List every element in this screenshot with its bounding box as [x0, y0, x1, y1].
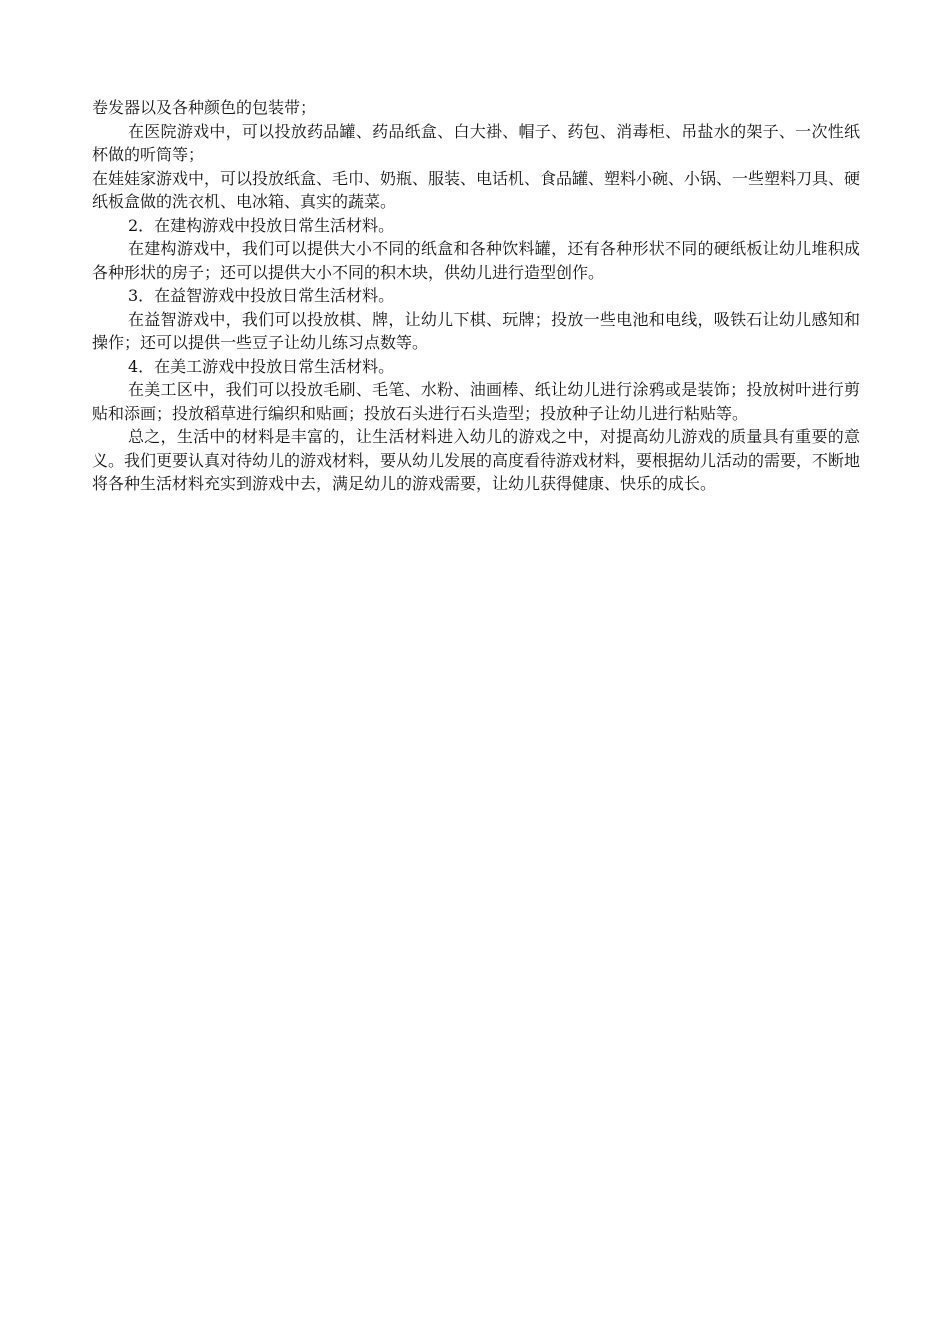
paragraph-art-game: 在美工区中，我们可以投放毛刷、毛笔、水粉、油画棒、纸让幼儿进行涂鸦或是装饰；投放树叶进行剪贴和添画；投放稻草进行编织和贴画；投放石头进行石头造型；投放种子让幼儿进行粘贴等。: [92, 380, 860, 423]
paragraph-doll-house-game: 在娃娃家游戏中，可以投放纸盒、毛巾、奶瓶、服装、电话机、食品罐、塑料小碗、小锅、一些塑料刀具、硬纸板盒做的洗衣机、电冰箱、真实的蔬菜。: [92, 168, 861, 211]
paragraph-conclusion: 总之，生活中的材料是丰富的，让生活材料进入幼儿的游戏之中，对提高幼儿游戏的质量具有重要的意义。我们更要认真对待幼儿的游戏材料，要从幼儿发展的高度看待游戏材料，要根据幼儿活动的需要，不断地将各种生活材料充实到游戏中去，满足幼儿的游戏需要，让幼儿获得健康、快乐的成长。: [92, 427, 861, 493]
heading-puzzle-game: 3．在益智游戏中投放日常生活材料。: [128, 286, 395, 305]
document-body: [92, 96, 860, 496]
paragraph-continuation: 卷发器以及各种颜色的包装带；: [92, 98, 317, 117]
heading-construction-game: 2．在建构游戏中投放日常生活材料。: [128, 215, 395, 235]
paragraph-hospital-game: 在医院游戏中，可以投放药品罐、药品纸盒、白大褂、帽子、药包、消毒柜、吊盐水的架子、一次性纸杯做的听筒等；: [92, 121, 860, 164]
paragraph-construction-game: 在建构游戏中，我们可以提供大小不同的纸盒和各种饮料罐，还有各种形状不同的硬纸板让幼儿堆积成各种形状的房子；还可以提供大小不同的积木块，供幼儿进行造型创作。: [92, 239, 860, 282]
paragraph-puzzle-game: 在益智游戏中，我们可以投放棋、牌，让幼儿下棋、玩牌；投放一些电池和电线，吸铁石让幼儿感知和操作；还可以提供一些豆子让幼儿练习点数等。: [92, 309, 860, 352]
heading-art-game: 4．在美工游戏中投放日常生活材料。: [128, 356, 395, 376]
